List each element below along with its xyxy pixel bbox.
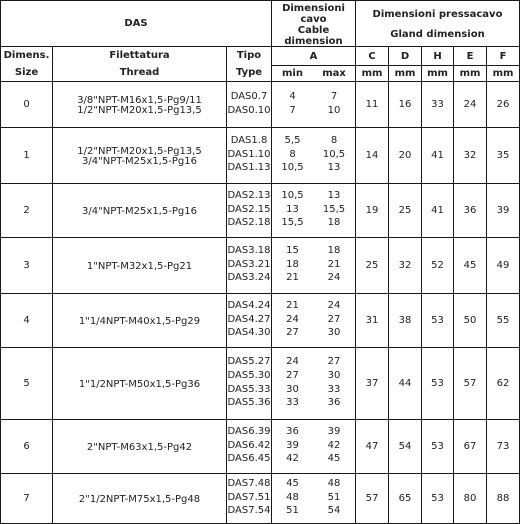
size-cell: 0 — [23, 98, 30, 110]
min-cell: 30 — [286, 383, 299, 395]
max-cell: 18 — [327, 217, 341, 229]
type-cell: DAS6.39 — [227, 425, 271, 437]
size-cell: 6 — [23, 440, 30, 452]
h-cell: 41 — [431, 204, 444, 216]
c-cell: 37 — [365, 377, 379, 389]
col-d-header: D — [400, 51, 410, 62]
d-cell: 20 — [398, 149, 412, 161]
e-cell: 36 — [463, 204, 477, 216]
h-cell: 33 — [431, 98, 444, 110]
e-cell: 67 — [463, 440, 477, 452]
type-cell: DAS0.10 — [227, 104, 271, 116]
min-cell: 15 — [286, 244, 299, 256]
cable-dimension-header — [272, 3, 355, 47]
c-cell: 25 — [365, 259, 379, 271]
min-cell: 21 — [286, 272, 299, 284]
type-cell: DAS7.48 — [227, 477, 271, 489]
type-cell: DAS5.27 — [227, 355, 271, 367]
type-cell: DAS2.13 — [227, 189, 271, 201]
min-cell: 48 — [286, 491, 299, 503]
gland-dimension-it: Dimensioni pressacavo — [372, 9, 503, 20]
min-cell: 42 — [286, 453, 299, 465]
min-cell: 39 — [286, 439, 299, 451]
max-cell: 8 — [330, 134, 338, 146]
thread-cell: 2"1/2NPT-M75x1,5-Pg48 — [78, 493, 201, 505]
gland-dimension-en: Gland dimension — [390, 29, 485, 40]
cable-dim-line: Dimensioni — [282, 3, 345, 14]
col-f-unit: mm — [492, 68, 514, 79]
h-cell: 41 — [431, 149, 444, 161]
e-cell: 57 — [463, 377, 477, 389]
type-header: Type — [235, 67, 263, 78]
col-f-header: F — [499, 51, 507, 62]
a-header: A — [309, 51, 318, 62]
max-cell: 42 — [327, 439, 341, 451]
e-cell: 80 — [463, 492, 477, 504]
min-header: min — [282, 68, 303, 79]
h-cell: 53 — [431, 377, 444, 389]
thread-cell: 1"1/4NPT-M40x1,5-Pg29 — [78, 315, 201, 327]
c-cell: 19 — [365, 204, 379, 216]
thread-cell: 3/4"NPT-M25x1,5-Pg16 — [82, 155, 197, 167]
type-cell: DAS5.33 — [227, 383, 271, 395]
min-cell: 45 — [286, 477, 299, 489]
max-cell: 51 — [327, 491, 341, 503]
d-cell: 38 — [398, 314, 412, 326]
type-cell: DAS6.42 — [227, 439, 271, 451]
e-cell: 50 — [463, 314, 477, 326]
thread-header: Thread — [119, 67, 160, 78]
type-cell: DAS1.13 — [227, 162, 271, 174]
size-cell: 7 — [23, 492, 30, 504]
max-cell: 48 — [327, 477, 341, 489]
max-cell: 13 — [327, 162, 341, 174]
type-cell: DAS3.24 — [227, 272, 271, 284]
min-cell: 5,5 — [284, 134, 301, 146]
row-divider — [1, 127, 519, 128]
row-divider — [1, 183, 519, 184]
thread-cell: 3/8"NPT-M16x1,5-Pg9/11 — [77, 94, 202, 106]
min-cell: 8 — [289, 148, 296, 160]
max-cell: 24 — [327, 299, 341, 311]
type-cell: DAS6.45 — [227, 453, 271, 465]
d-cell: 65 — [398, 492, 412, 504]
c-cell: 11 — [365, 98, 379, 110]
f-cell: 55 — [496, 314, 510, 326]
type-cell: DAS4.24 — [227, 299, 271, 311]
thread-cell: 3/4"NPT-M25x1,5-Pg16 — [82, 205, 197, 217]
h-cell: 53 — [431, 440, 444, 452]
max-cell: 10,5 — [322, 148, 346, 160]
e-cell: 32 — [463, 149, 477, 161]
thread-cell: 1/2"NPT-M20x1,5-Pg13,5 — [77, 145, 202, 157]
max-cell: 13 — [327, 189, 341, 201]
type-cell: DAS3.18 — [227, 244, 271, 256]
max-cell: 21 — [327, 258, 341, 270]
max-cell: 45 — [327, 453, 341, 465]
min-cell: 51 — [286, 505, 299, 517]
max-cell: 15,5 — [322, 203, 346, 215]
cable-dim-line: cavo — [300, 14, 327, 25]
thread-cell: 1"NPT-M32x1,5-Pg21 — [86, 260, 193, 272]
d-cell: 16 — [398, 98, 412, 110]
min-cell: 13 — [286, 203, 299, 215]
row-divider — [1, 347, 519, 348]
dimens-header: Dimens. — [3, 50, 50, 61]
type-cell: DAS7.51 — [227, 491, 271, 503]
col-h-unit: mm — [427, 68, 448, 79]
size-cell: 3 — [23, 259, 30, 271]
cable-dim-line: Cable — [297, 25, 330, 36]
type-cell: DAS5.30 — [227, 369, 271, 381]
type-cell: DAS4.27 — [227, 313, 271, 325]
c-cell: 47 — [365, 440, 379, 452]
header-divider-2 — [1, 81, 519, 82]
min-cell: 21 — [286, 299, 299, 311]
cable-dim-line: dimension — [284, 36, 343, 47]
max-header: max — [322, 68, 346, 79]
max-cell: 30 — [327, 327, 341, 339]
tipo-header: Tipo — [236, 50, 262, 61]
col-e-header: E — [466, 51, 474, 62]
d-cell: 44 — [398, 377, 412, 389]
h-cell: 52 — [431, 259, 444, 271]
thread-cell: 2"NPT-M63x1,5-Pg42 — [86, 441, 193, 453]
max-cell: 10 — [327, 104, 341, 116]
min-cell: 18 — [286, 258, 299, 270]
type-cell: DAS0.7 — [230, 90, 268, 102]
c-cell: 57 — [365, 492, 379, 504]
h-cell: 53 — [431, 314, 444, 326]
thread-cell: 1"1/2NPT-M50x1,5-Pg36 — [78, 378, 201, 390]
type-cell: DAS3.21 — [227, 258, 271, 270]
header-divider-a — [271, 65, 519, 66]
d-cell: 32 — [398, 259, 412, 271]
col-c-header: C — [368, 51, 376, 62]
col-e-unit: mm — [459, 68, 481, 79]
max-cell: 39 — [327, 425, 341, 437]
type-cell: DAS2.18 — [227, 217, 271, 229]
min-cell: 15,5 — [281, 217, 304, 229]
max-cell: 27 — [327, 355, 341, 367]
min-cell: 10,5 — [281, 162, 304, 174]
type-cell: DAS1.8 — [230, 134, 268, 146]
type-cell: DAS1.10 — [227, 148, 271, 160]
row-divider — [1, 473, 519, 474]
size-header: Size — [14, 67, 39, 78]
c-cell: 31 — [365, 314, 379, 326]
f-cell: 62 — [496, 377, 510, 389]
min-cell: 27 — [286, 327, 299, 339]
min-cell: 33 — [286, 397, 299, 409]
min-cell: 7 — [289, 104, 296, 116]
filettatura-header: Filettatura — [109, 50, 170, 61]
max-cell: 18 — [327, 244, 341, 256]
row-divider — [1, 419, 519, 420]
max-cell: 54 — [327, 505, 341, 517]
d-cell: 25 — [398, 204, 412, 216]
type-cell: DAS7.54 — [227, 505, 271, 517]
e-cell: 45 — [463, 259, 477, 271]
min-cell: 4 — [289, 90, 296, 102]
thread-cell: 1/2"NPT-M20x1,5-Pg13,5 — [77, 104, 202, 116]
min-cell: 27 — [286, 369, 299, 381]
f-cell: 88 — [496, 492, 510, 504]
min-cell: 10,5 — [281, 189, 304, 201]
min-cell: 36 — [286, 425, 299, 437]
size-cell: 1 — [23, 149, 30, 161]
type-cell: DAS4.30 — [227, 327, 271, 339]
e-cell: 24 — [463, 98, 477, 110]
f-cell: 26 — [496, 98, 510, 110]
das-header: DAS — [124, 18, 148, 29]
f-cell: 35 — [496, 149, 510, 161]
c-cell: 14 — [365, 149, 379, 161]
max-cell: 30 — [327, 369, 341, 381]
max-cell: 7 — [330, 90, 338, 102]
row-divider — [1, 293, 519, 294]
col-c-unit: mm — [361, 68, 383, 79]
size-cell: 4 — [23, 314, 30, 326]
min-cell: 24 — [286, 313, 299, 325]
f-cell: 73 — [496, 440, 510, 452]
type-cell: DAS5.36 — [227, 397, 271, 409]
max-cell: 24 — [327, 272, 341, 284]
row-divider — [1, 237, 519, 238]
size-cell: 2 — [23, 204, 30, 216]
f-cell: 39 — [496, 204, 510, 216]
max-cell: 33 — [327, 383, 341, 395]
type-cell: DAS2.15 — [227, 203, 271, 215]
h-cell: 53 — [431, 492, 444, 504]
header-divider-1 — [1, 46, 519, 47]
col-d-unit: mm — [394, 68, 416, 79]
max-cell: 36 — [327, 397, 341, 409]
size-cell: 5 — [23, 377, 30, 389]
min-cell: 24 — [286, 355, 299, 367]
max-cell: 27 — [327, 313, 341, 325]
f-cell: 49 — [496, 259, 510, 271]
d-cell: 54 — [398, 440, 412, 452]
col-h-header: H — [433, 51, 442, 62]
